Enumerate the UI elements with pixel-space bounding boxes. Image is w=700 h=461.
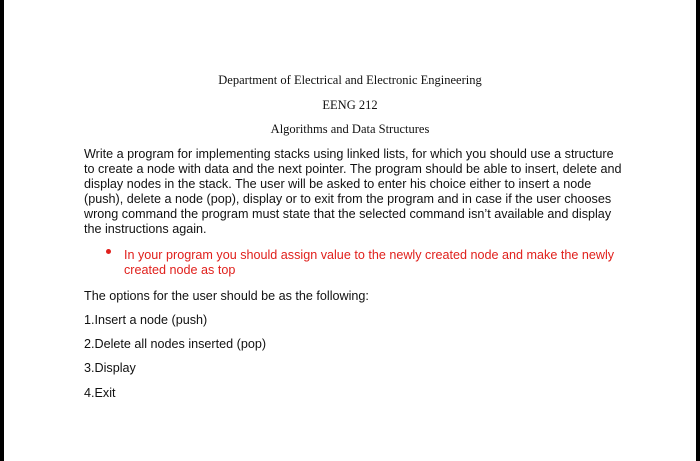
paragraph-line: the instructions again. [84,222,207,236]
paragraph-line: (push), delete a node (pop), display or to exit from the program and in case if the user chooses [84,192,612,206]
note-line: created node as top [124,263,236,277]
document-page [4,0,696,461]
bullet-icon [106,249,111,254]
paragraph-line: wrong command the program must state that the selected command isn’t available and display [84,207,612,221]
list-item: 2.Delete all nodes inserted (pop) [84,337,267,351]
list-item: 4.Exit [84,386,116,400]
list-item: 3.Display [84,361,136,375]
course-title: Algorithms and Data Structures [270,122,430,136]
list-item: 1.Insert a node (push) [84,313,208,327]
paragraph-line: display nodes in the stack. The user will be asked to enter his choice either to insert a node [84,177,592,191]
paragraph-line: to create a node with data and the next pointer. The program should be able to insert, delete and [84,162,622,176]
note-line: In your program you should assign value to the newly created node and make the newly [124,248,615,262]
department-heading: Department of Electrical and Electronic Engineering [218,73,482,87]
options-intro: The options for the user should be as the following: [84,289,369,303]
paragraph-line: Write a program for implementing stacks using linked lists, for which you should use a structure [84,147,614,161]
course-code: EENG 212 [322,98,378,112]
